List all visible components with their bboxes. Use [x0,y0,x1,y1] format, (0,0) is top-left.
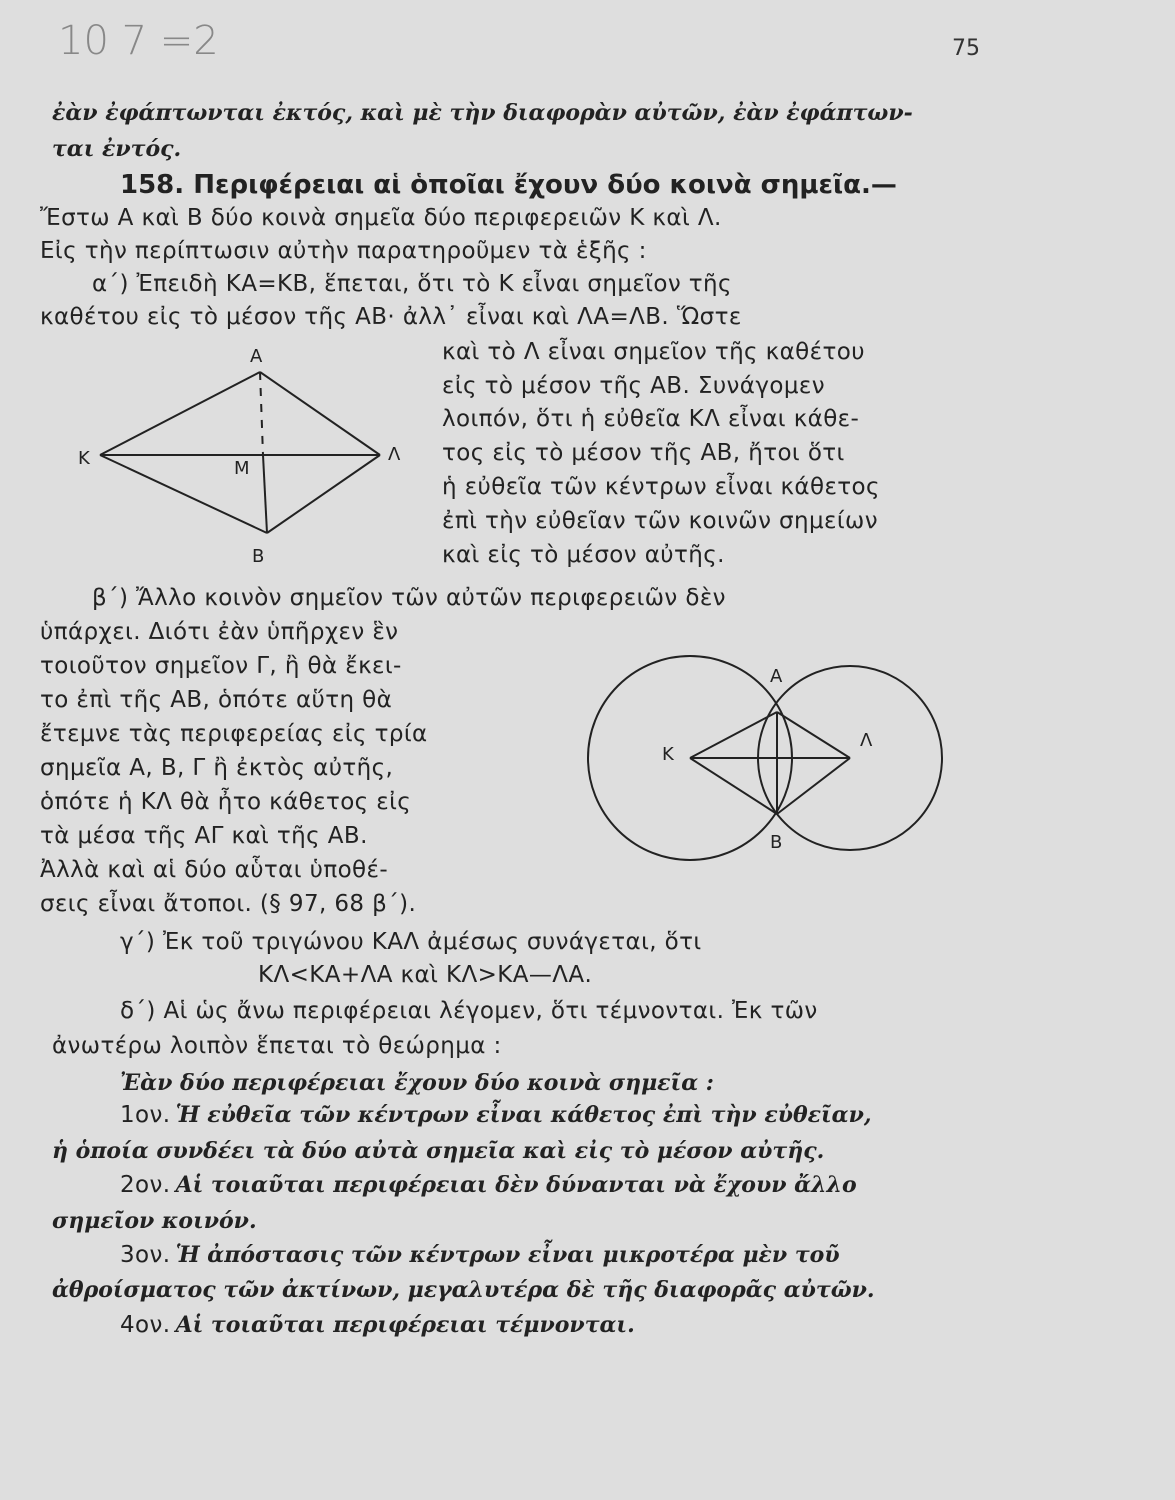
segment-AL [260,372,380,455]
segment-KA [100,372,260,455]
case-b-left-4: ἔτεμνε τὰς περιφερείας εἰς τρία [40,721,428,747]
case-b-left-3: το ἐπὶ τῆς ΑΒ, ὁπότε αὕτη θὰ [40,687,393,713]
case-d-line-1: δ΄) Αἱ ὡς ἄνω περιφέρειαι λέγομεν, ὅτι τέμνονται. Ἐκ τῶν [120,998,818,1024]
theorem-item-1-num: 1ον. [120,1102,171,1128]
case-c-line-1: γ΄) Ἐκ τοῦ τριγώνου ΚΑΛ ἀμέσως συνάγεται, ὅτι [120,929,702,955]
case-c-line-2: ΚΛ<ΚΑ+ΛΑ καὶ ΚΛ>ΚΑ—ΛΑ. [258,962,593,988]
fig2-label-B: Β [770,832,783,853]
case-b-left-8: Ἀλλὰ καὶ αἱ δύο αὗται ὑποθέ- [40,857,389,883]
fig2-label-A: Α [770,666,783,687]
case-b-left-1: ὑπάρχει. Διότι ἐὰν ὑπῆρχεν ἓν [40,619,399,645]
figure-rhombus [70,340,410,580]
segment-AM-dashed [260,372,263,455]
case-b-left-6: ὁπότε ἡ ΚΛ θὰ ἦτο κάθετος εἰς [40,789,412,815]
case-a-right-1: καὶ τὸ Λ εἶναι σημεῖον τῆς καθέτου [442,339,865,365]
section-number: 158. [120,170,185,200]
theorem-item-2-cont: σημεῖον κοινόν. [52,1208,257,1234]
case-a-right-7: καὶ εἰς τὸ μέσον αὐτῆς. [442,542,725,568]
theorem-item-1 [120,1102,872,1128]
case-b-left-5: σημεῖα Α, Β, Γ ἢ ἐκτὸς αὐτῆς, [40,755,394,781]
theorem-item-3-num: 3ον. [120,1242,171,1268]
segment-LB [267,455,380,533]
segment-MB [263,455,267,533]
theorem-item-3 [120,1242,840,1268]
theorem-item-4-text: Αἱ τοιαῦται περιφέρειαι τέμνονται. [175,1312,635,1338]
intro-line-2: Εἰς τὴν περίπτωσιν αὐτὴν παρατηροῦμεν τὰ ἑξῆς : [40,238,647,264]
page-number: 75 [952,36,980,61]
top-line-1: ἐὰν ἐφάπτωνται ἐκτός, καὶ μὲ τὴν διαφορὰν αὐτῶν, ἐὰν ἐφάπτων- [52,100,913,126]
intro-line-1: Ἔστω Α καὶ Β δύο κοινὰ σημεῖα δύο περιφερειῶν Κ καὶ Λ. [40,205,722,231]
case-a-line-2: καθέτου εἰς τὸ μέσον τῆς ΑΒ· ἀλλ᾽ εἶναι καὶ ΛΑ=ΛΒ. Ὥστε [40,304,742,330]
fig1-label-B: Β [252,546,265,567]
theorem-item-3-text: Ἡ ἀπόστασις τῶν κέντρων εἶναι μικροτέρα μὲν τοῦ [175,1242,840,1268]
figure-intersecting-circles [580,650,950,860]
section-heading [120,170,897,200]
segment-KB [690,758,777,814]
top-line-2: ται ἐντός. [52,136,182,162]
case-a-right-5: ἡ εὐθεῖα τῶν κέντρων εἶναι κάθετος [442,474,880,500]
case-d-line-2: ἀνωτέρω λοιπὸν ἕπεται τὸ θεώρημα : [52,1033,502,1059]
handwritten-note: 10 7 =2 [58,18,219,64]
fig1-label-A: Α [250,346,263,367]
section-title: Περιφέρειαι αἱ ὁποῖαι ἔχουν δύο κοινὰ σημεῖα.— [193,170,897,200]
case-b-line-1: β΄) Ἄλλο κοινὸν σημεῖον τῶν αὐτῶν περιφερειῶν δὲν [92,585,726,611]
theorem-item-4 [120,1312,635,1338]
theorem-item-1-cont: ἡ ὁποία συνδέει τὰ δύο αὐτὰ σημεῖα καὶ εἰς τὸ μέσον αὐτῆς. [52,1138,825,1164]
fig2-label-K: Κ [662,744,674,765]
theorem-item-4-num: 4ον. [120,1312,171,1338]
case-a-line-1: α΄) Ἐπειδὴ ΚΑ=ΚΒ, ἕπεται, ὅτι τὸ Κ εἶναι σημεῖον τῆς [92,271,732,297]
fig1-label-K: Κ [78,448,90,469]
segment-AL [777,712,850,758]
case-a-right-3: λοιπόν, ὅτι ἡ εὐθεῖα ΚΛ εἶναι κάθε- [442,406,860,432]
theorem-item-2 [120,1172,857,1198]
case-a-right-4: τος εἰς τὸ μέσον τῆς ΑΒ, ἤτοι ὅτι [442,440,845,466]
segment-KA [690,712,777,758]
case-a-right-6: ἐπὶ τὴν εὐθεῖαν τῶν κοινῶν σημείων [442,508,878,534]
theorem-item-3-cont: ἀθροίσματος τῶν ἀκτίνων, μεγαλυτέρα δὲ τῆς διαφορᾶς αὐτῶν. [52,1277,875,1303]
case-b-left-9: σεις εἶναι ἄτοποι. (§ 97, 68 β΄). [40,891,417,917]
theorem-intro: Ἐὰν δύο περιφέρειαι ἔχουν δύο κοινὰ σημεῖα : [120,1070,714,1096]
theorem-item-2-text: Αἱ τοιαῦται περιφέρειαι δὲν δύνανται νὰ ἔχουν ἄλλο [175,1172,857,1198]
case-b-left-2: τοιοῦτον σημεῖον Γ, ἢ θὰ ἔκει- [40,653,402,679]
theorem-item-1-text: Ἡ εὐθεῖα τῶν κέντρων εἶναι κάθετος ἐπὶ τὴν εὐθεῖαν, [175,1102,872,1128]
fig1-label-L: Λ [388,444,401,465]
case-b-left-7: τὰ μέσα τῆς ΑΓ καὶ τῆς ΑΒ. [40,823,368,849]
fig1-label-M: Μ [234,458,250,479]
fig2-label-L: Λ [860,730,873,751]
theorem-item-2-num: 2ον. [120,1172,171,1198]
case-a-right-2: εἰς τὸ μέσον τῆς ΑΒ. Συνάγομεν [442,373,825,399]
